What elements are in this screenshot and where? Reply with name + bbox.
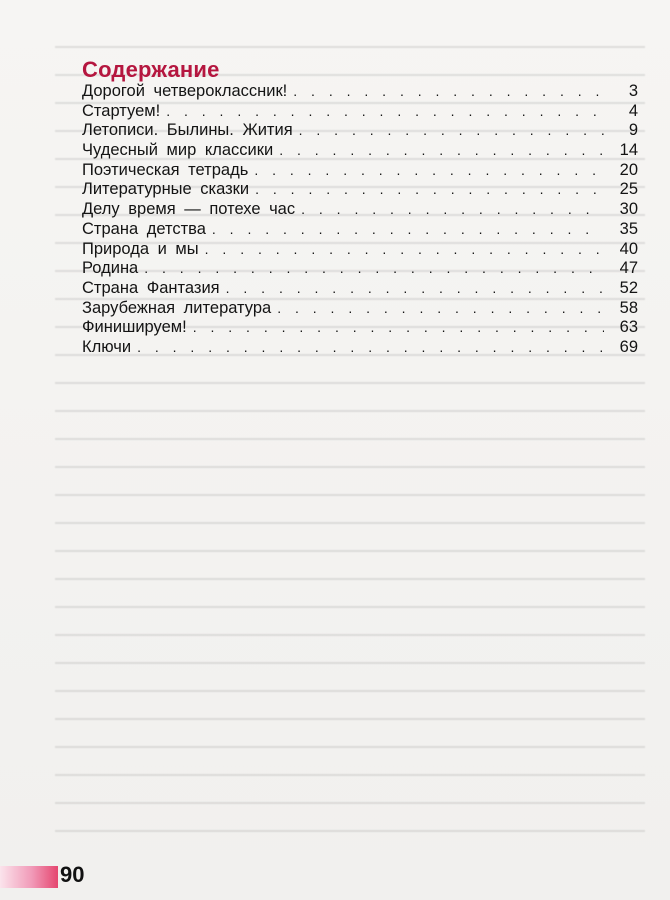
toc-label: Родина [82,259,139,278]
toc-dot-leader [205,241,604,257]
page-number: 90 [60,862,85,887]
toc-page: 30 [619,200,638,219]
toc-label: Ключи [82,337,132,356]
toc-page: 35 [619,219,638,238]
toc-dot-leader [226,280,604,296]
toc-page: 40 [619,239,638,258]
toc-row [82,82,638,102]
toc-row [82,102,638,122]
toc-label: Делу время — потехе час [82,200,296,219]
toc-row [82,240,638,260]
toc-dot-leader [193,319,604,335]
toc-label: Страна детства [82,219,206,238]
toc-row [82,299,638,319]
toc-page: 69 [619,337,638,356]
toc-row [82,220,638,240]
toc-dot-leader [212,221,604,237]
toc-row [82,121,638,141]
toc-page: 47 [619,259,638,278]
toc-row [82,180,638,200]
page-title: Содержание [82,56,220,82]
toc-label: Летописи. Былины. Жития [82,121,293,140]
toc-label: Зарубежная литература [82,298,272,317]
toc-row [82,338,638,358]
toc-dot-leader [144,260,604,276]
toc-page: 20 [619,160,638,179]
toc-page: 25 [619,180,638,199]
toc-page: 14 [619,141,638,160]
toc-row [82,318,638,338]
toc-row [82,259,638,279]
toc-label: Природа и мы [82,239,199,258]
toc-page: 4 [628,101,638,120]
toc-label: Поэтическая тетрадь [82,160,249,179]
toc-dot-leader [301,201,604,217]
toc-dot-leader [277,300,604,316]
toc-row [82,141,638,161]
page-color-tab [0,866,58,888]
toc-row [82,279,638,299]
toc-page: 9 [628,121,638,140]
toc-dot-leader [279,142,604,158]
toc-dot-leader [293,83,604,99]
toc-page: 52 [619,278,638,297]
toc-page: 63 [619,318,638,337]
toc-row [82,161,638,181]
toc-dot-leader [166,103,604,119]
toc-label: Страна Фантазия [82,278,220,297]
toc-dot-leader [255,181,604,197]
toc-dot-leader [299,122,604,138]
toc-label: Стартуем! [82,101,161,120]
toc-label: Дорогой четвероклассник! [82,82,288,100]
toc-label: Литературные сказки [82,180,250,199]
toc-dot-leader [254,162,604,178]
toc-page: 58 [619,298,638,317]
table-of-contents [82,82,638,358]
toc-label: Чудесный мир классики [82,141,274,160]
toc-row [82,200,638,220]
toc-dot-leader [137,339,604,355]
toc-label: Финишируем! [82,318,187,337]
toc-page: 3 [628,82,638,100]
